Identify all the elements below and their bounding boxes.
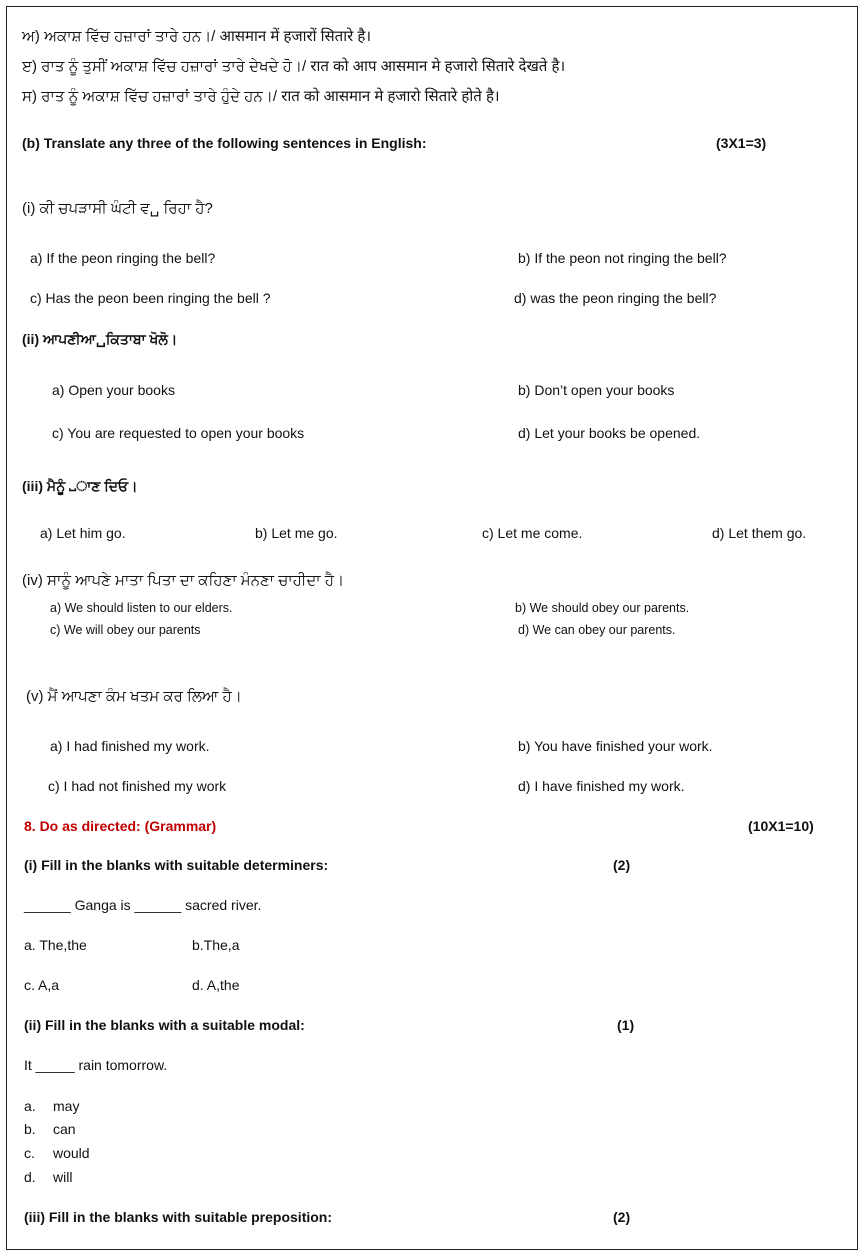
section-b-heading: (b) Translate any three of the following sentences in English: [22, 135, 427, 151]
question-i-option-d: d) was the peon ringing the bell? [514, 290, 717, 306]
grammar-i-option-d: d. A,the [192, 977, 240, 993]
option-line-e: ੲ) ਰਾਤ ਨੂੰ ਤੁਸੀਂ ਅਕਾਸ਼ ਵਿੱਚ ਹਜ਼ਾਰਾਂ ਤਾਰੇ ਦੇਖਦੇ ਹੋ।/ रात को आप आसमान मे हजारो सितारे देखते है। [22, 58, 566, 75]
question-iv-option-a: a) We should listen to our elders. [50, 601, 233, 615]
question-ii-option-c: c) You are requested to open your books [52, 425, 305, 441]
modal-list-item-c: would [53, 1145, 90, 1161]
question-iv-prompt: (iv) ਸਾਨੂੰ ਆਪਣੇ ਮਾਤਾ ਪਿਤਾ ਦਾ ਕਹਿਣਾ ਮੰਨਣਾ ਚਾਹੀਦਾ ਹੈ। [22, 572, 345, 589]
modal-list-marker-d: d. [24, 1169, 36, 1185]
question-ii-option-b: b) Don’t open your books [518, 382, 675, 398]
modal-list-marker-c: c. [24, 1145, 35, 1161]
grammar-ii-sentence: It _____ rain tomorrow. [24, 1057, 168, 1073]
grammar-i-sentence: ______ Ganga is ______ sacred river. [24, 897, 262, 913]
question-iii-option-d: d) Let them go. [712, 525, 807, 541]
option-line-a: ਅ) ਅਕਾਸ਼ ਵਿੱਚ ਹਜ਼ਾਰਾਂ ਤਾਰੇ ਹਨ।/ आसमान में हजारों सितारे है। [22, 28, 372, 45]
question-i-prompt: (i) ਕੀ ਚਪੜਾਸੀ ਘੰਟੀ ਵ␣ ਰਿਹਾ ਹੈ? [22, 200, 213, 217]
section-8-marks: (10X1=10) [748, 818, 814, 834]
grammar-i-option-c: c. A,a [24, 977, 60, 993]
modal-list-item-a: may [53, 1098, 80, 1114]
grammar-ii-heading: (ii) Fill in the blanks with a suitable modal: [24, 1017, 305, 1033]
grammar-ii-marks: (1) [617, 1017, 635, 1033]
question-i-option-c: c) Has the peon been ringing the bell ? [30, 290, 271, 306]
question-iii-prompt: (iii) ਮੈਨੂੰ ␣ਾਣ ਦਿਓ। [22, 478, 138, 494]
question-i-option-b: b) If the peon not ringing the bell? [518, 250, 727, 266]
modal-list-marker-a: a. [24, 1098, 36, 1114]
option-line-s: ਸ) ਰਾਤ ਨੂੰ ਅਕਾਸ਼ ਵਿੱਚ ਹਜ਼ਾਰਾਂ ਤਾਰੇ ਹੁੰਦੇ ਹਨ।/ रात को आसमान मे हजारो सितारे होते है। [22, 88, 500, 105]
question-ii-prompt: (ii) ਆਪਣੀਆ␣ਕਿਤਾਬਾ ਖੋਲੋ। [22, 331, 178, 347]
question-v-option-c: c) I had not finished my work [48, 778, 227, 794]
grammar-i-option-a: a. The,the [24, 937, 87, 953]
grammar-i-marks: (2) [613, 857, 631, 873]
question-iii-option-c: c) Let me come. [482, 525, 583, 541]
modal-list-item-b: can [53, 1121, 76, 1137]
question-iv-option-c: c) We will obey our parents [50, 623, 201, 637]
question-v-prompt: (v) ਮੈਂ ਆਪਣਾ ਕੰਮ ਖਤਮ ਕਰ ਲਿਆ ਹੈ। [26, 688, 242, 705]
section-b-marks: (3X1=3) [716, 135, 767, 151]
section-8-heading: 8. Do as directed: (Grammar) [24, 818, 217, 834]
question-ii-option-d: d) Let your books be opened. [518, 425, 701, 441]
question-iv-option-b: b) We should obey our parents. [515, 601, 690, 615]
grammar-iii-marks: (2) [613, 1209, 631, 1225]
grammar-iii-heading: (iii) Fill in the blanks with suitable preposition: [24, 1209, 333, 1225]
question-iii-option-b: b) Let me go. [255, 525, 338, 541]
question-i-option-a: a) If the peon ringing the bell? [30, 250, 216, 266]
question-v-option-b: b) You have finished your work. [518, 738, 713, 754]
modal-list-item-d: will [53, 1169, 73, 1185]
question-v-option-a: a) I had finished my work. [50, 738, 210, 754]
grammar-i-heading: (i) Fill in the blanks with suitable determiners: [24, 857, 329, 873]
grammar-i-option-b: b.The,a [192, 937, 240, 953]
question-ii-option-a: a) Open your books [52, 382, 175, 398]
question-v-option-d: d) I have finished my work. [518, 778, 685, 794]
modal-list-marker-b: b. [24, 1121, 36, 1137]
question-iii-option-a: a) Let him go. [40, 525, 126, 541]
question-iv-option-d: d) We can obey our parents. [518, 623, 676, 637]
